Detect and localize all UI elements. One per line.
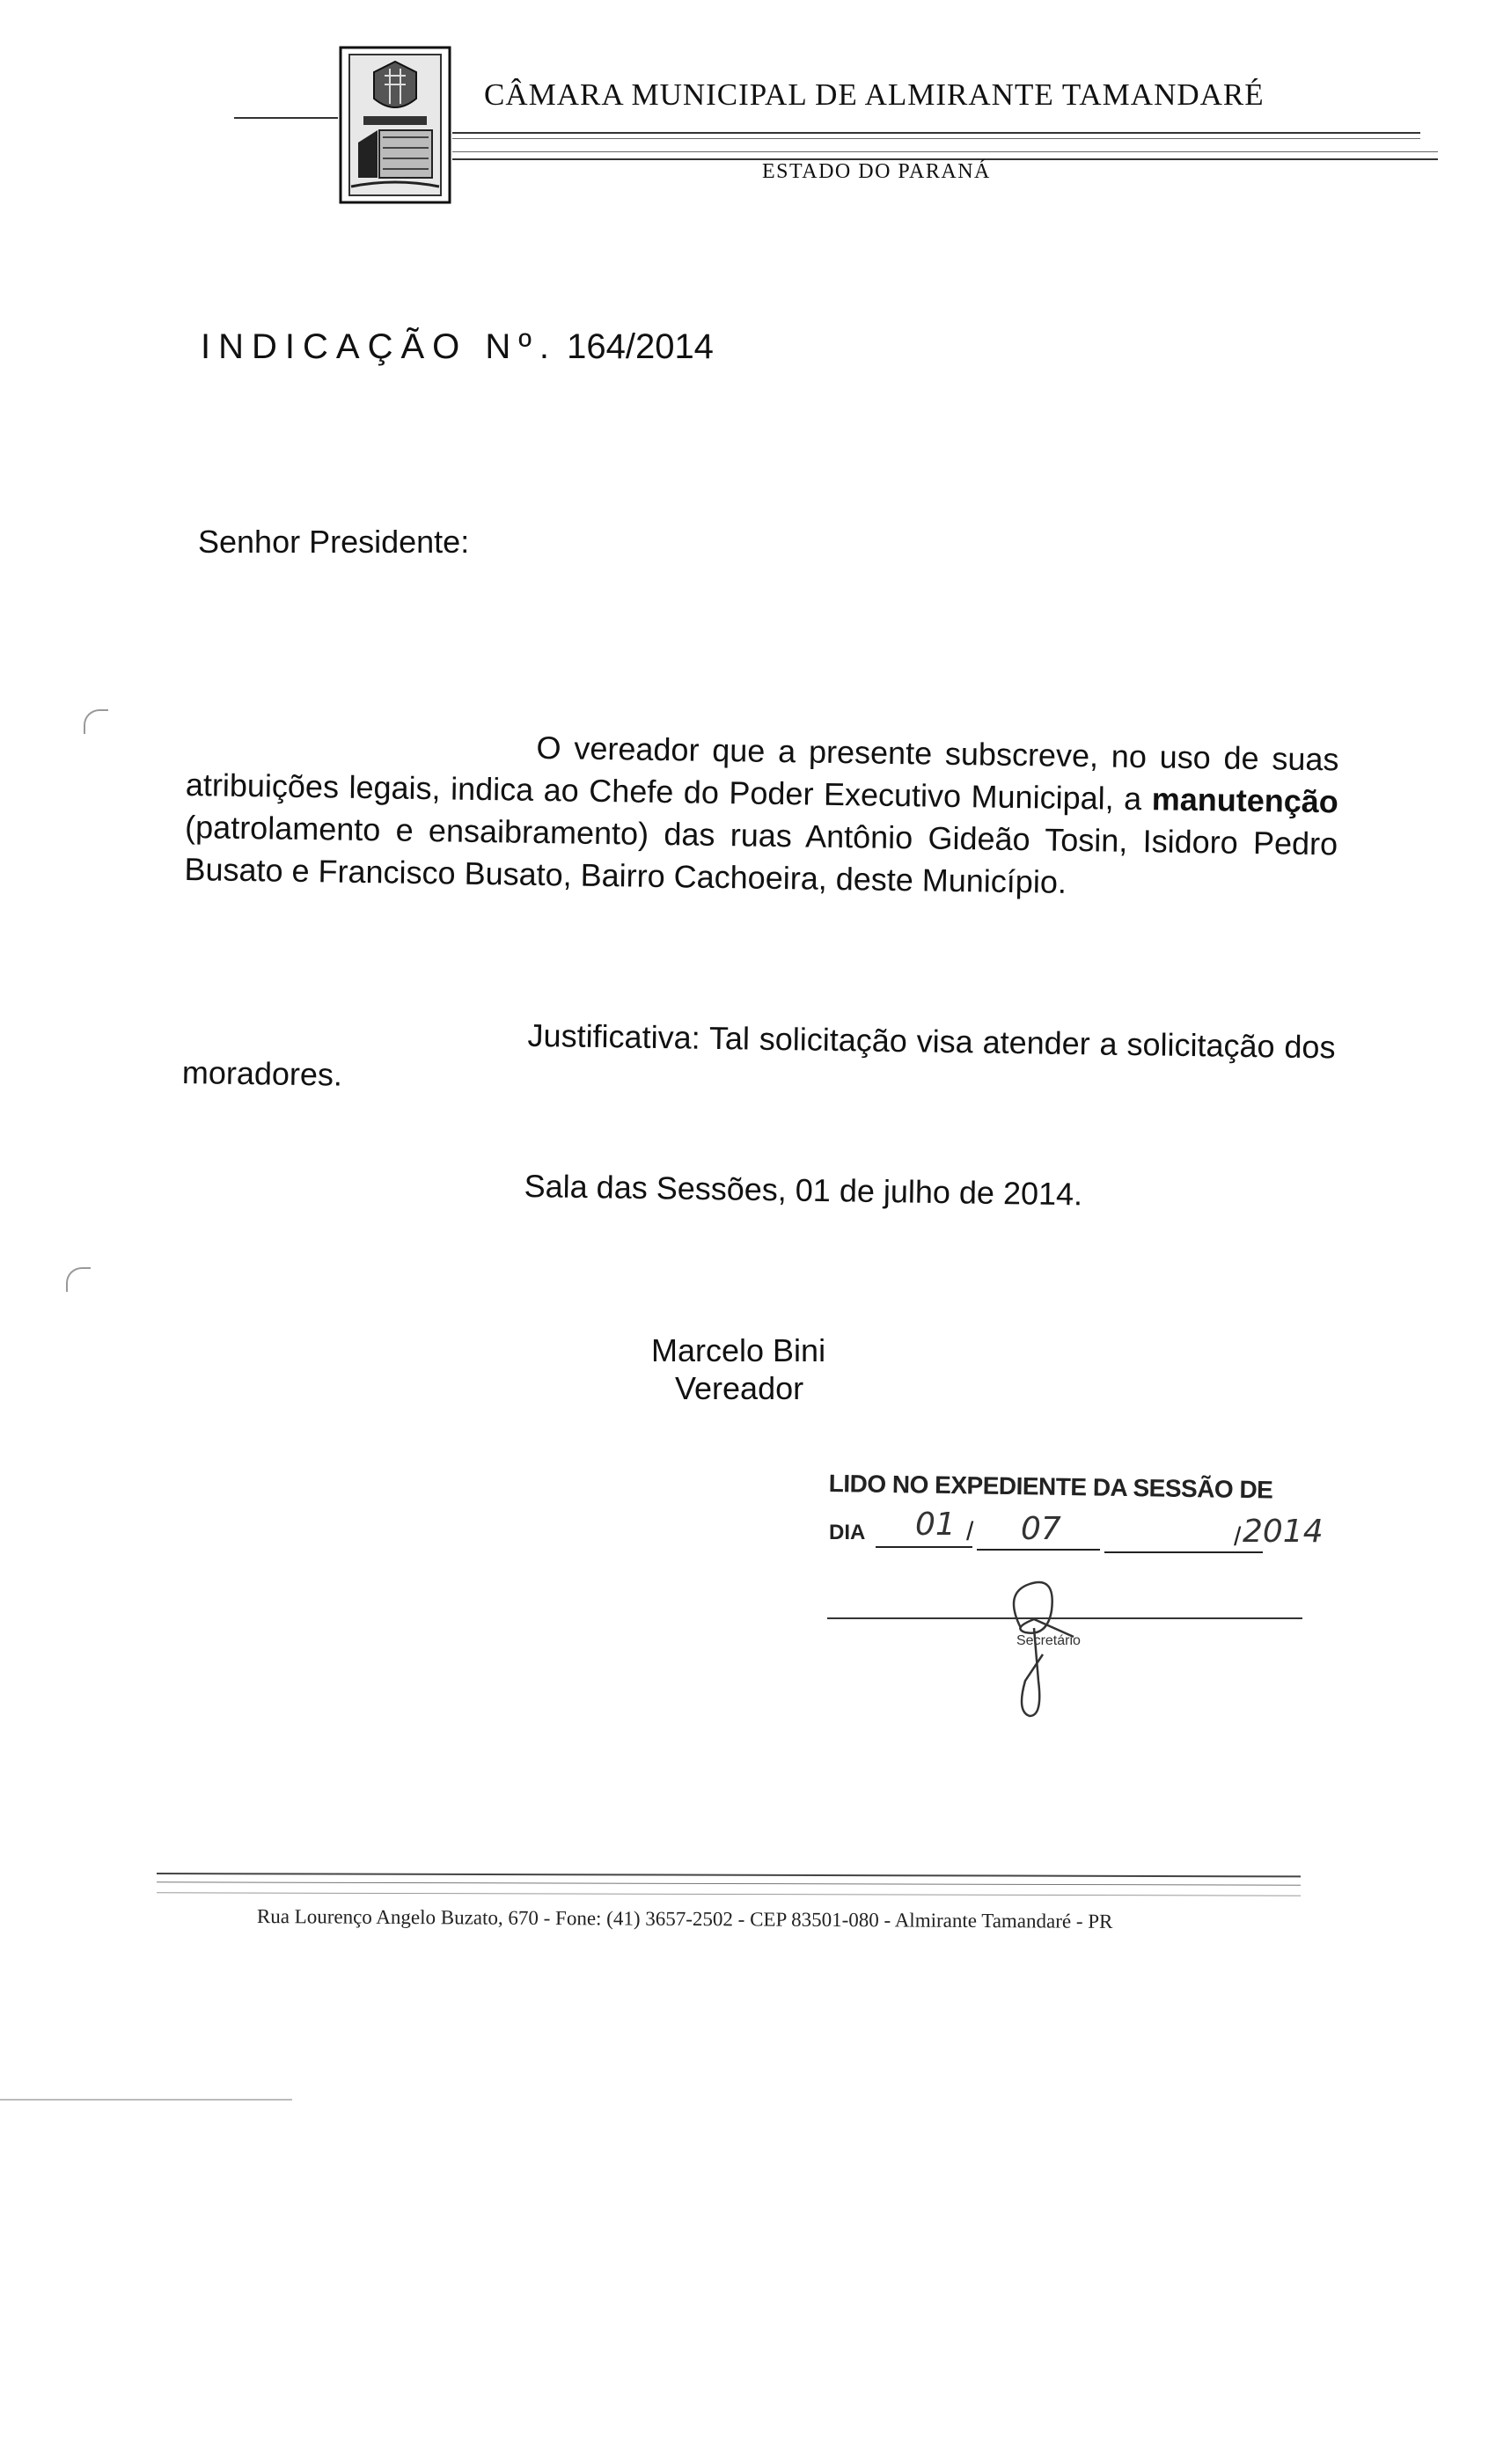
session-date: Sala das Sessões, 01 de julho de 2014.: [524, 1168, 1083, 1213]
body-text-part2: (patrolamento e ensaibramento) das ruas Antônio Gideão Tosin, Isidoro Pedro Busato e Francisco Busato, Bairro Cachoeira, deste Município.: [184, 808, 1338, 900]
punch-hole-mark-bottom: [66, 1267, 91, 1292]
stamp-day-blank: [876, 1546, 972, 1548]
punch-hole-mark-top: [84, 709, 108, 734]
stamp-year: 2014: [1243, 1514, 1324, 1550]
justification-text: Justificativa: Tal solicitação visa atender a solicitação dos moradores.: [181, 1016, 1336, 1093]
signer-role: Vereador: [675, 1370, 804, 1406]
signer-name: Marcelo Bini: [651, 1332, 826, 1368]
stamp-secretary-label: Secretário: [1016, 1633, 1081, 1648]
state-name: ESTADO DO PARANÁ: [762, 160, 991, 183]
footer-rule-thin: [157, 1881, 1301, 1885]
body-emphasis: manutenção: [1151, 781, 1339, 820]
title-label: INDICAÇÃO Nº.: [201, 327, 557, 366]
footer-rule: [157, 1873, 1301, 1877]
salutation: Senhor Presidente:: [198, 524, 470, 560]
footer-address: Rua Lourenço Angelo Buzato, 670 - Fone: (41) 3657-2502 - CEP 83501-080 - Almirante Tamandaré - PR: [256, 1905, 1113, 1932]
footer-rule-thin-2: [157, 1892, 1301, 1896]
document-title: [201, 327, 714, 367]
stamp-day: 01: [915, 1507, 956, 1543]
body-paragraph: [184, 722, 1339, 907]
stamp-title: LIDO NO EXPEDIENTE DA SESSÃO DE: [828, 1470, 1273, 1504]
header-rule-bottom-thin: [452, 151, 1438, 152]
justification-paragraph: [182, 1009, 1336, 1111]
header-rule-top-thin: [452, 138, 1420, 139]
stamp-month: 07: [1021, 1511, 1061, 1547]
title-number: 164/2014: [567, 327, 714, 366]
scan-edge-line: [0, 2099, 292, 2101]
chamber-name: CÂMARA MUNICIPAL DE ALMIRANTE TAMANDARÉ: [484, 77, 1265, 112]
body-text-part1: O vereador que a presente subscreve, no uso de suas atribuições legais, indica ao Chefe do Poder Executivo Municipal, a: [185, 729, 1339, 818]
signature-mark: [994, 1575, 1082, 1725]
municipal-crest-icon: [339, 46, 451, 204]
header-rule-left: [234, 117, 338, 119]
stamp-month-blank: [977, 1549, 1100, 1551]
stamp-dia-label: DIA: [829, 1521, 866, 1544]
header-rule-top: [452, 132, 1420, 134]
